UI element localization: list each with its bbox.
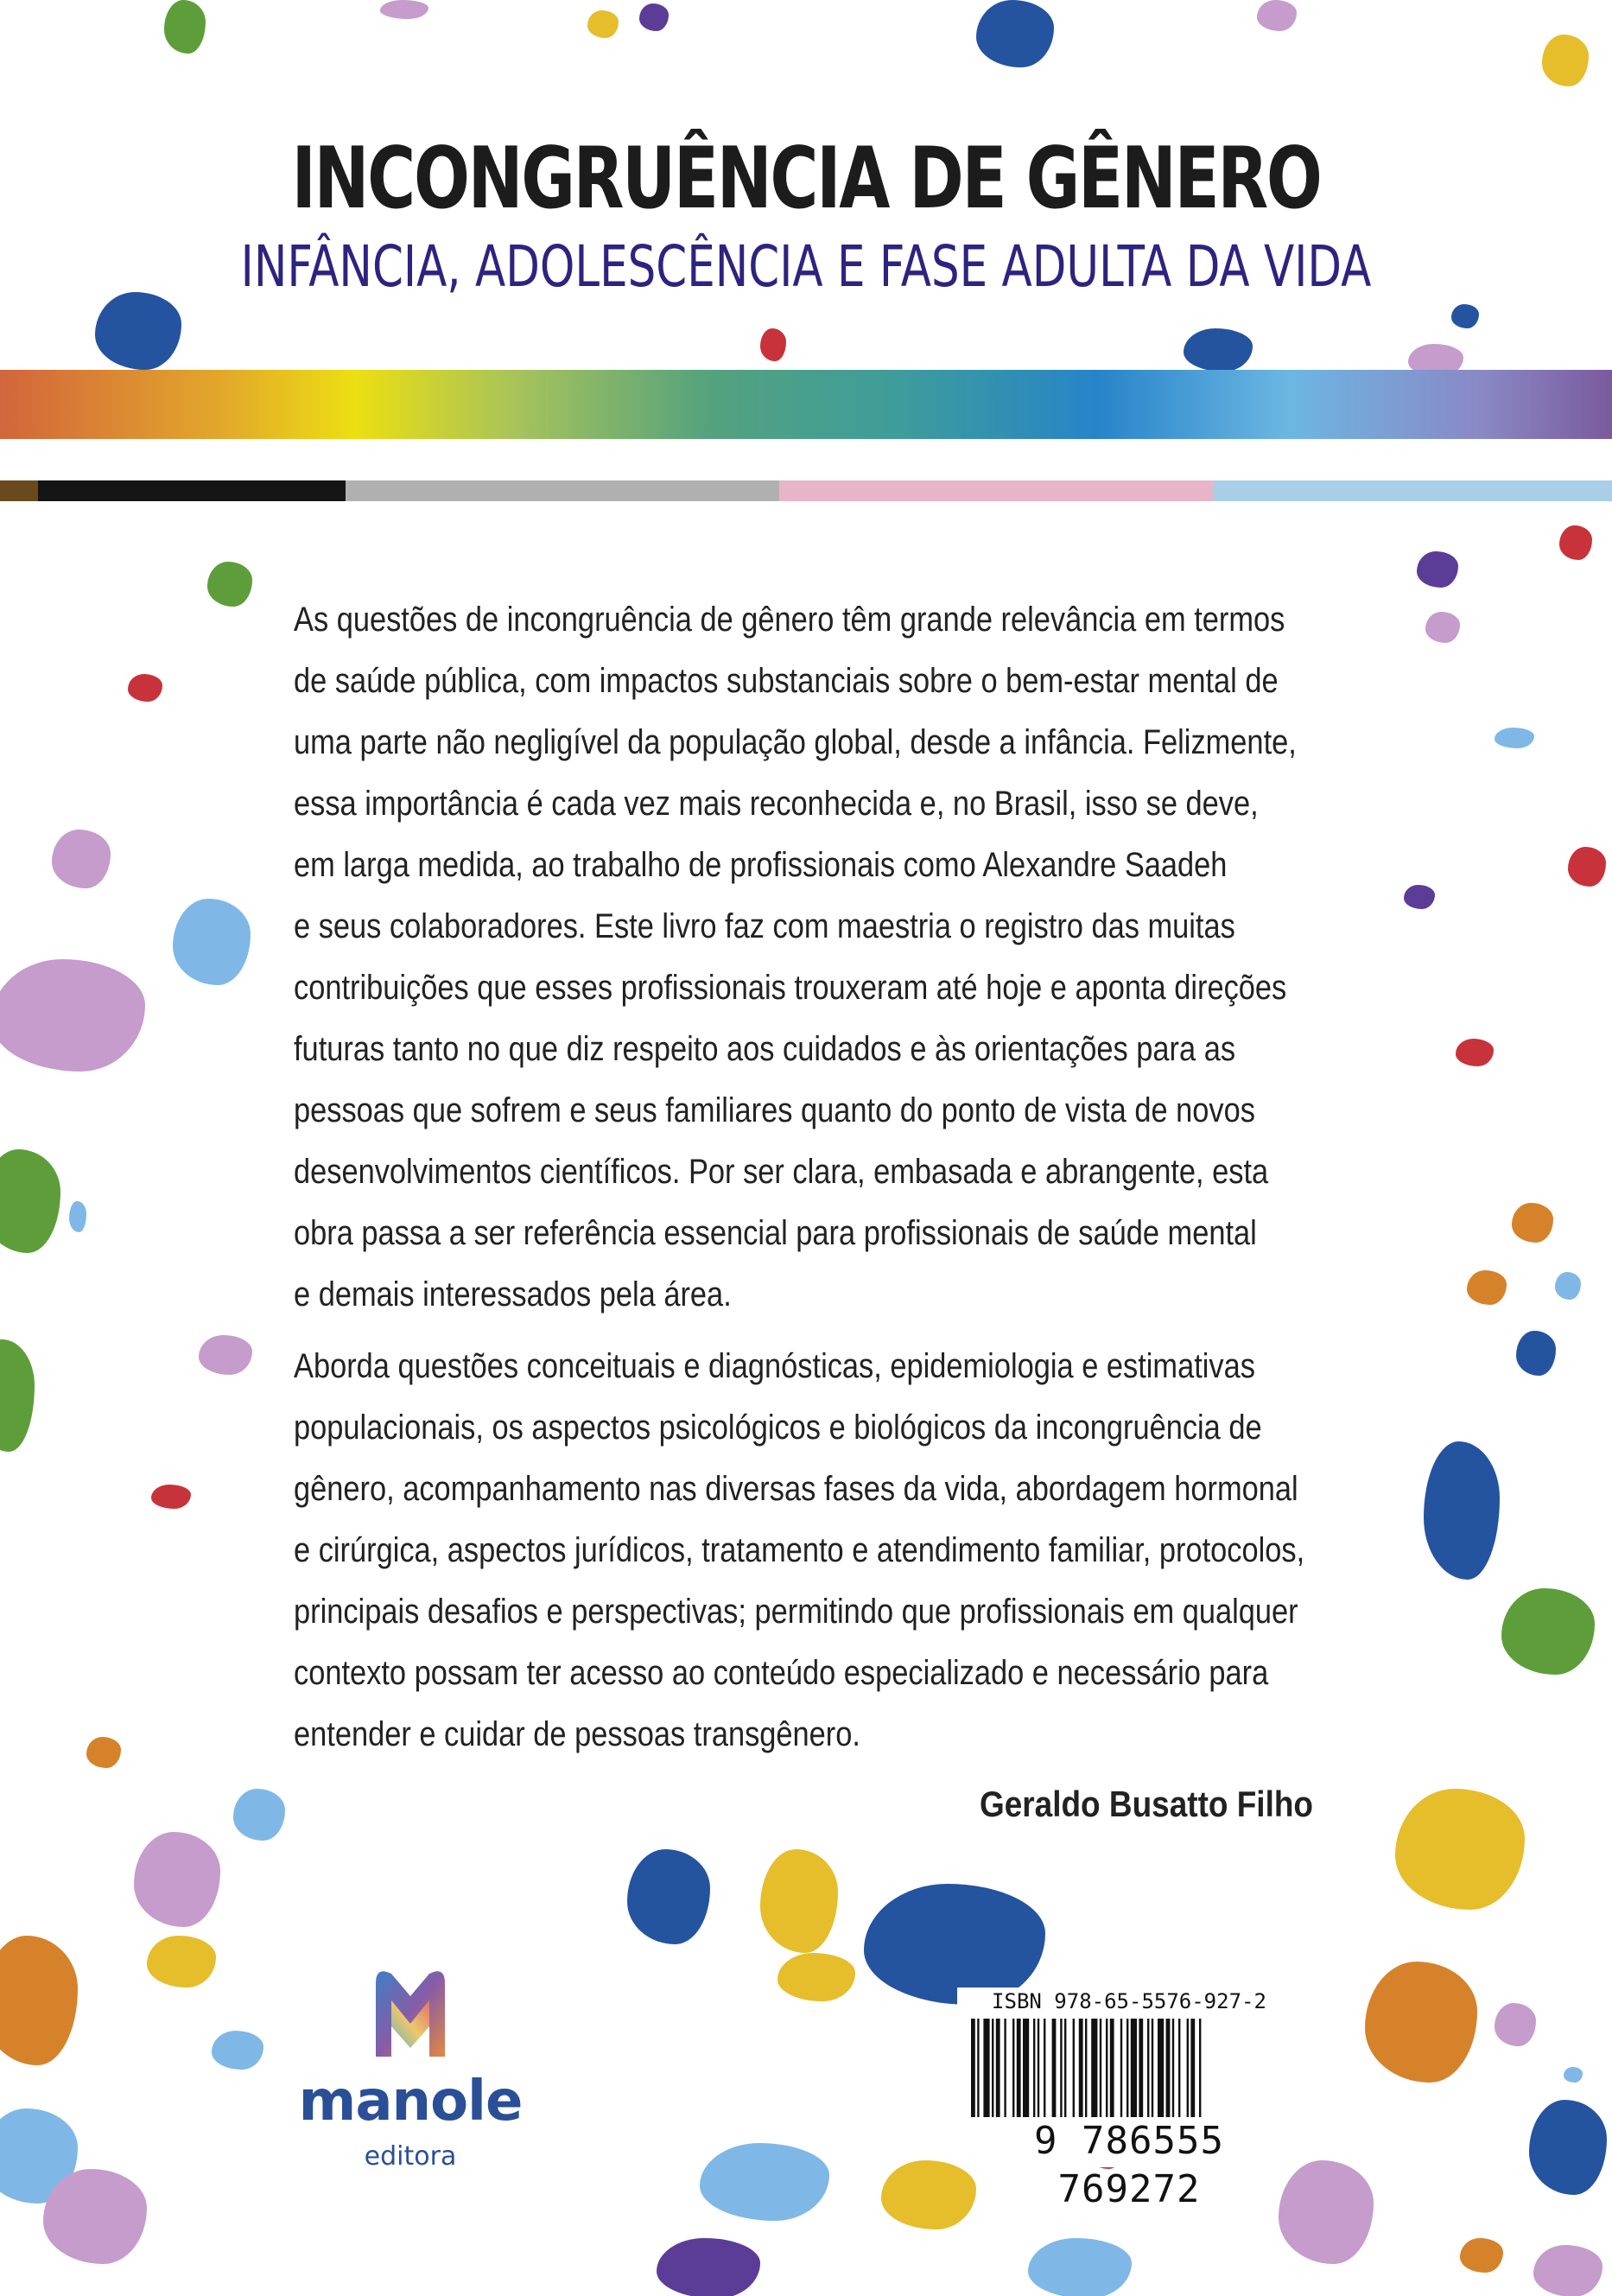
decorative-blob <box>760 1849 838 1953</box>
text-line: principais desafios e perspectivas; permitindo que profissionais em qualquer <box>294 1593 1298 1631</box>
decorative-blob <box>1495 2003 1536 2046</box>
decorative-blob <box>1456 1039 1494 1066</box>
stripe-gray <box>346 480 779 501</box>
decorative-blob <box>0 1149 60 1253</box>
book-subtitle: INFÂNCIA, ADOLESCÊNCIA E FASE ADULTA DA VIDA <box>240 233 1372 300</box>
decorative-blob <box>1451 304 1479 328</box>
decorative-blob <box>207 562 252 607</box>
stripe-black <box>38 480 346 501</box>
blurb-paragraph-1 <box>294 589 1318 1326</box>
text-line: Aborda questões conceituais e diagnósticas, epidemiologia e estimativas <box>294 1347 1255 1385</box>
decorative-blob <box>1404 885 1435 909</box>
decorative-blob <box>147 1936 216 1988</box>
decorative-blob <box>1495 728 1534 748</box>
text-line: gênero, acompanhamento nas diversas fases da vida, abordagem hormonal <box>294 1470 1298 1508</box>
decorative-blob <box>587 10 619 38</box>
decorative-blob <box>627 1849 710 1944</box>
stripe-brown <box>0 480 38 501</box>
text-line: contribuições que esses profissionais trouxeram até hoje e aponta direções <box>294 969 1287 1007</box>
isbn-label: ISBN 978-65-5576-927-2 <box>992 1989 1266 2013</box>
decorative-blob <box>134 1832 220 1927</box>
decorative-blob <box>151 1485 191 1509</box>
decorative-blob <box>1184 328 1253 372</box>
decorative-blob <box>212 2031 263 2070</box>
decorative-blob <box>1424 1441 1500 1580</box>
text-line: essa importância é cada vez mais reconhecida e, no Brasil, isso se deve, <box>294 785 1259 823</box>
decorative-blob <box>1395 1789 1525 1910</box>
decorative-blob <box>1516 1331 1556 1376</box>
text-line: e cirúrgica, aspectos jurídicos, tratamento e atendimento familiar, protocolos, <box>294 1531 1305 1569</box>
publisher-subtitle: editora <box>364 2141 457 2172</box>
stripe-light-blue <box>1213 480 1612 501</box>
decorative-blob <box>1555 1272 1581 1300</box>
decorative-blob <box>639 3 669 31</box>
rainbow-band <box>0 370 1612 439</box>
decorative-blob <box>700 2143 829 2221</box>
decorative-blob <box>0 1936 78 2065</box>
isbn-barcode <box>957 1988 1301 2211</box>
decorative-blob <box>1460 2238 1503 2273</box>
decorative-blob <box>0 959 145 1072</box>
decorative-blob <box>1257 0 1297 31</box>
decorative-blob <box>1568 847 1606 887</box>
decorative-blob <box>1533 2245 1602 2296</box>
decorative-blob <box>760 328 786 361</box>
text-line: obra passa a ser referência essencial para profissionais de saúde mental <box>294 1214 1257 1252</box>
barcode-digits: 9 786555 769272 <box>957 2117 1301 2166</box>
text-line: As questões de incongruência de gênero têm grande relevância em termos <box>294 601 1285 639</box>
blurb-author: Geraldo Busatto Filho <box>979 1784 1313 1824</box>
decorative-blob <box>164 0 206 54</box>
manole-logo-icon <box>367 1962 454 2065</box>
decorative-blob <box>777 1953 855 2001</box>
stripe-pink <box>779 480 1213 501</box>
decorative-blob <box>52 830 111 888</box>
text-line: uma parte não negligível da população global, desde a infância. Felizmente, <box>294 723 1297 761</box>
publisher-name: manole <box>298 2070 523 2134</box>
decorative-blob <box>1417 551 1458 588</box>
decorative-blob <box>69 1201 86 1232</box>
blurb <box>294 589 1318 1776</box>
text-line: de saúde pública, com impactos substanciais sobre o bem-estar mental de <box>294 662 1279 700</box>
decorative-blob <box>1542 35 1589 86</box>
decorative-blob <box>233 1789 285 1841</box>
text-line: e demais interessados pela área. <box>294 1275 732 1313</box>
decorative-blob <box>1559 525 1592 560</box>
decorative-blob <box>380 0 428 19</box>
decorative-blob <box>86 1737 121 1768</box>
publisher-logo <box>285 1962 536 2172</box>
decorative-blob <box>657 2238 760 2296</box>
book-title: INCONGRUÊNCIA DE GÊNERO <box>291 130 1321 228</box>
text-line: e seus colaboradores. Este livro faz com maestria o registro das muitas <box>294 907 1235 945</box>
text-line: pessoas que sofrem e seus familiares quanto do ponto de vista de novos <box>294 1091 1255 1129</box>
decorative-blob <box>1279 2160 1374 2264</box>
decorative-blob <box>1501 1588 1595 1675</box>
decorative-blob <box>0 1339 35 1452</box>
text-line: futuras tanto no que diz respeito aos cuidados e às orientações para as <box>294 1030 1236 1068</box>
decorative-blob <box>199 1335 252 1375</box>
decorative-blob <box>864 1884 1045 2005</box>
decorative-blob <box>95 292 181 370</box>
decorative-blob <box>1564 2067 1583 2083</box>
blurb-paragraph-2 <box>294 1336 1318 1765</box>
decorative-blob <box>128 674 162 702</box>
decorative-blob <box>1467 1270 1507 1305</box>
decorative-blob <box>1425 612 1460 643</box>
decorative-blob <box>1028 2238 1132 2296</box>
text-line: em larga medida, ao trabalho de profissionais como Alexandre Saadeh <box>294 846 1228 884</box>
text-line: populacionais, os aspectos psicológicos e biológicos da incongruência de <box>294 1409 1262 1447</box>
decorative-blob <box>881 2160 976 2229</box>
decorative-blob <box>1512 1203 1553 1243</box>
text-line: entender e cuidar de pessoas transgênero. <box>294 1715 860 1753</box>
decorative-blob <box>173 899 251 985</box>
decorative-blob <box>976 0 1054 67</box>
decorative-blob <box>1365 1962 1477 2083</box>
decorative-blob <box>43 2169 147 2264</box>
text-line: contexto possam ter acesso ao conteúdo especializado e necessário para <box>294 1654 1269 1692</box>
decorative-blob <box>1529 2100 1607 2195</box>
flag-stripes <box>0 480 1612 501</box>
text-line: desenvolvimentos científicos. Por ser clara, embasada e abrangente, esta <box>294 1153 1269 1191</box>
